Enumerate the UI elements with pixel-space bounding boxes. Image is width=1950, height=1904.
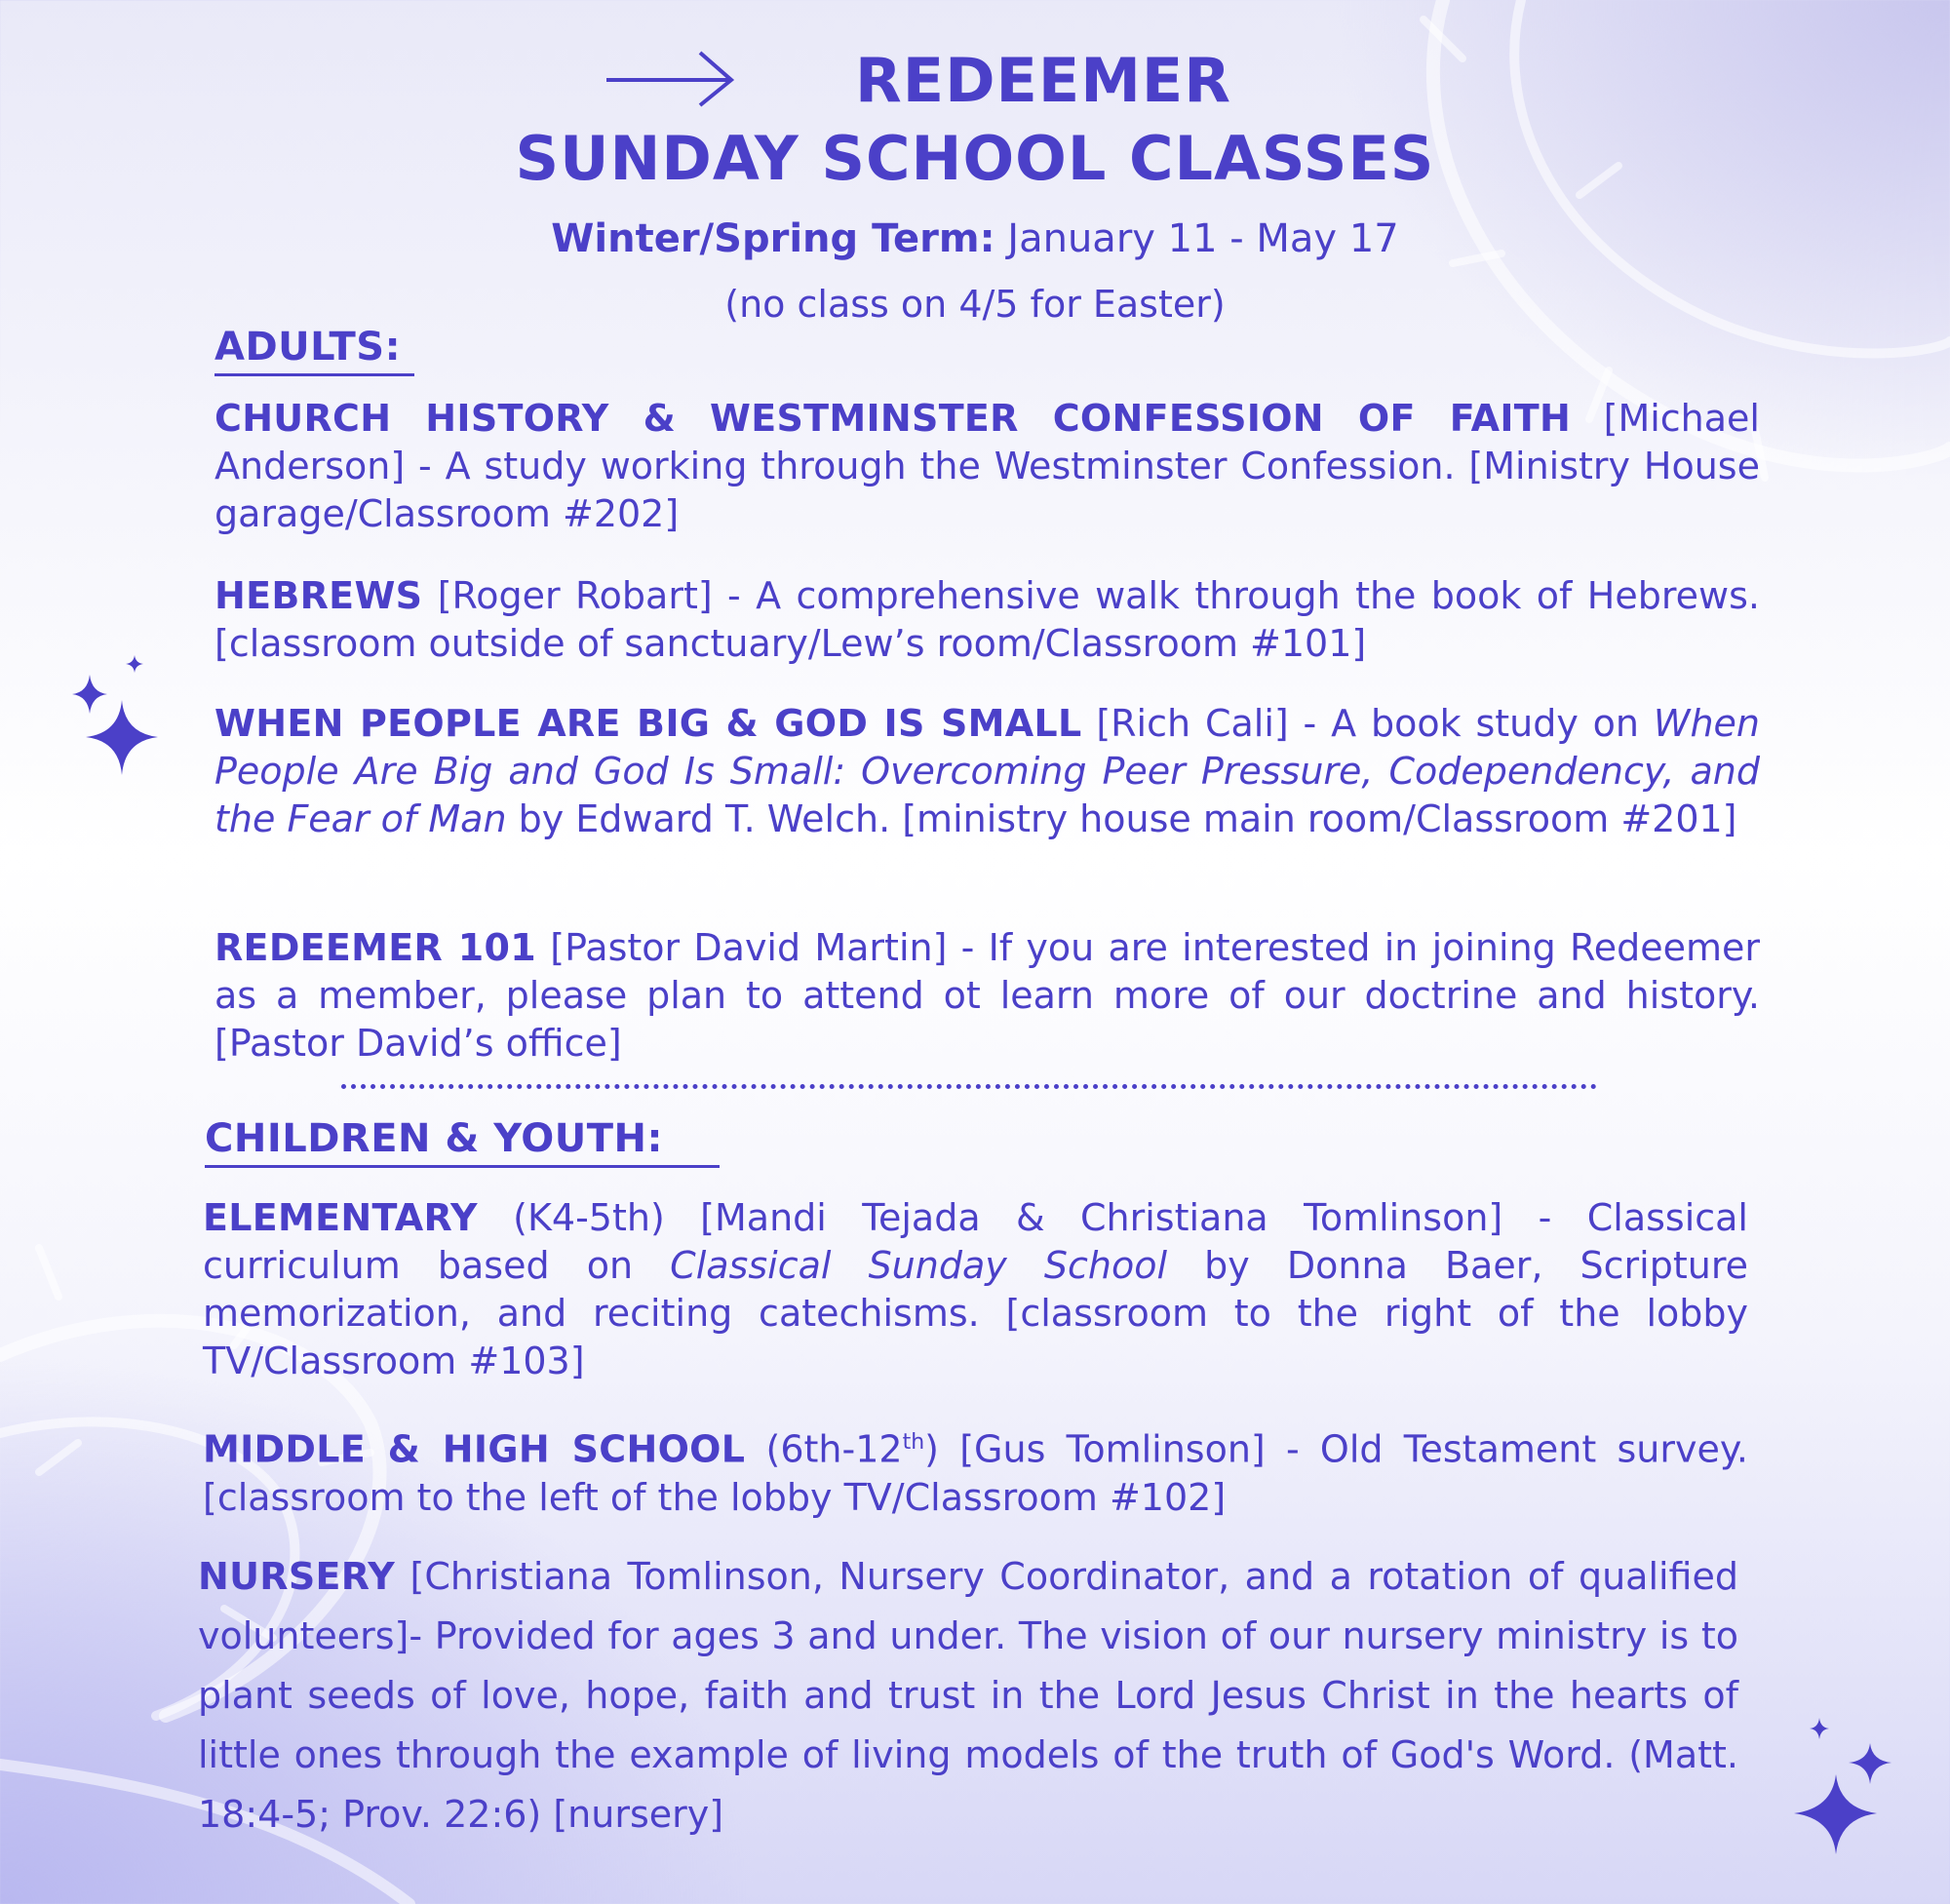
class-name: NURSERY: [198, 1555, 396, 1598]
class-entry: [198, 1547, 1738, 1845]
class-details: [Pastor David Martin] - If you are interested in joining Redeemer as a member, please plan to attend ot learn more of our doctrine and history. [Pastor David’s office]: [214, 926, 1760, 1065]
term-label: Winter/Spring Term:: [551, 216, 995, 261]
class-entry: [214, 924, 1760, 1068]
easter-note: (no class on 4/5 for Easter): [724, 283, 1226, 326]
page-title-line1: REDEEMER: [854, 45, 1232, 116]
grade-superscript: th: [902, 1430, 925, 1455]
sparkle-icon: [126, 655, 143, 673]
class-name: HEBREWS: [214, 574, 423, 617]
grade-range: (6th-12: [745, 1427, 903, 1471]
class-entry: [214, 395, 1760, 538]
class-details: by Donna Baer, Scripture memorization, and reciting catechisms. [classroom to the right of the lobby TV/Classroom #103]: [203, 1244, 1749, 1382]
sparkle-icon: [1849, 1743, 1892, 1784]
class-name: REDEEMER 101: [214, 926, 537, 969]
class-details: [Christiana Tomlinson, Nursery Coordinator, and a rotation of qualified volunteers]- Provided for ages 3 and under. The vision of our nursery ministry is to plant seeds of love, hope, faith and trust in the Lord Jesus Christ in the hearts of little ones through the example of living models of the truth of God's Word. (Matt. 18:4-5; Prov. 22:6) [nursery]: [198, 1555, 1738, 1836]
class-entry: [214, 700, 1760, 843]
children-heading: CHILDREN & YOUTH:: [205, 1116, 720, 1168]
term-range: January 11 - May 17: [994, 216, 1399, 261]
class-details: [Rich Cali] - A book study on: [1081, 702, 1654, 745]
class-name: WHEN PEOPLE ARE BIG & GOD IS SMALL: [214, 702, 1082, 745]
sparkle-icon: [1810, 1718, 1829, 1739]
term-dates: [0, 216, 1950, 261]
class-details: (K4-5th) [Mandi Tejada & Christiana Tomlinson] - Classical curriculum based on: [203, 1196, 1748, 1287]
sparkle-icon: [72, 675, 107, 714]
page-title-line2: SUNDAY SCHOOL CLASSES: [515, 123, 1435, 194]
class-name: MIDDLE & HIGH SCHOOL: [203, 1427, 746, 1471]
class-entry: [203, 1194, 1748, 1385]
class-details: [Roger Robart] - A comprehensive walk through the book of Hebrews. [classroom outside of sanctuary/Lew’s room/Classroom #101]: [214, 574, 1760, 665]
class-entry: [203, 1418, 1748, 1522]
adults-heading: ADULTS:: [214, 325, 414, 376]
sparkle-icon: [86, 700, 158, 775]
section-divider: [341, 1084, 1597, 1089]
book-title: When People Are Big and God Is Small: Overcoming Peer Pressure, Codependency, and the Fear of Man: [214, 702, 1760, 840]
book-title: Classical Sunday School: [670, 1244, 1168, 1287]
class-entry: [214, 572, 1760, 668]
class-name: ELEMENTARY: [203, 1196, 478, 1239]
class-name: CHURCH HISTORY & WESTMINSTER CONFESSION OF FAITH: [214, 397, 1572, 440]
class-details: by Edward T. Welch. [ministry house main room/Classroom #201]: [506, 797, 1737, 840]
class-details: [Michael Anderson] - A study working through the Westminster Confession. [Ministry House garage/Classroom #202]: [214, 397, 1760, 535]
class-details: ) [Gus Tomlinson] - Old Testament survey. [classroom to the left of the lobby TV/Classroom #102]: [203, 1427, 1748, 1519]
sparkle-icon: [1794, 1774, 1877, 1854]
